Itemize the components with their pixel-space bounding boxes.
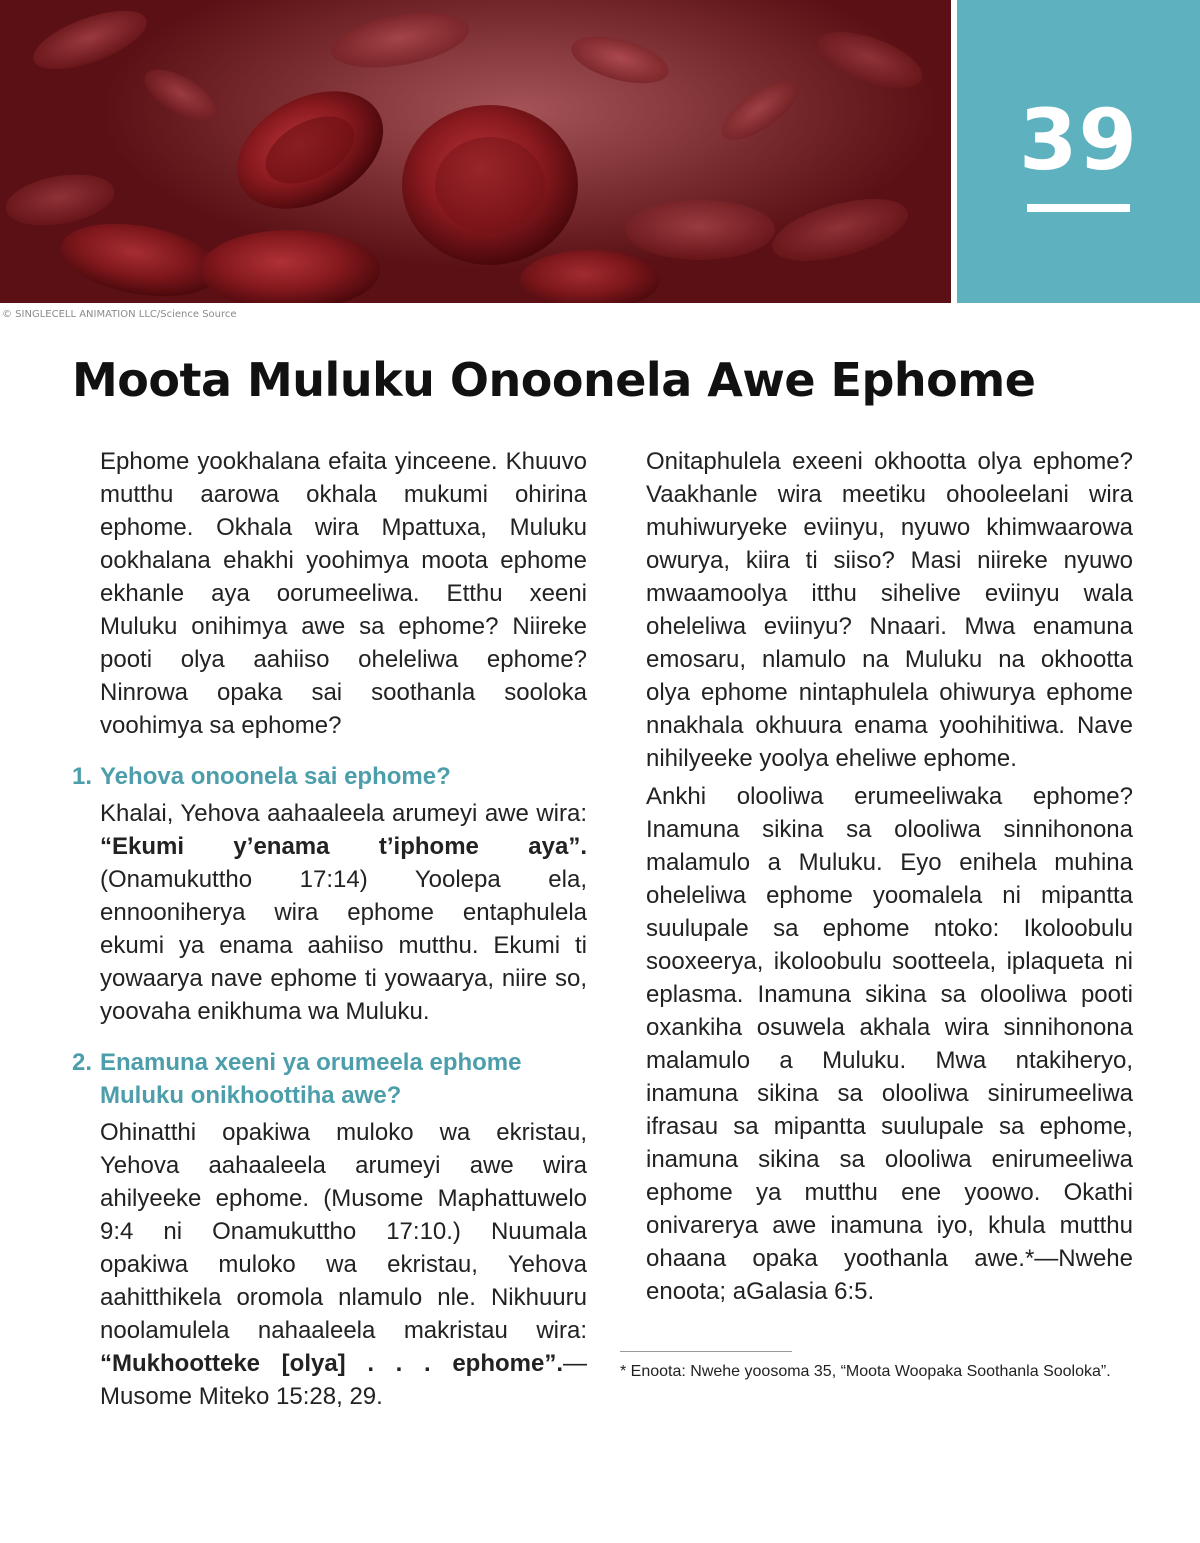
answer-2-paragraph — [100, 1116, 587, 1413]
answer-2-quote: “Mukhootteke [olya] . . . ephome”. — [100, 1350, 563, 1377]
lesson-badge — [957, 0, 1200, 303]
image-credit: © SINGLECELL ANIMATION LLC/Science Source — [2, 309, 237, 320]
right-paragraph-1: Onitaphulela exeeni okhootta olya ephome? Vaakhanle wira meetiku ohooleelani wira muhiwuryeke eviinyu, nyuwo khimwaarowa owurya, kiira ti siiso? Masi niireke nyuwo mwaamoolya itthu sihelive eviinyu wala oheleliwa eviinyu? Nnaari. Mwa enamuna emosaru, nlamulo na Muluku na okhootta olya ephome nintaphulela ohiwurya ephome nnakhala okhuura enama yoohihitiwa. Nave nihilyeeke yoolya eheliwe ephome. — [646, 448, 1133, 772]
header-image — [0, 0, 951, 303]
answer-1-paragraph — [100, 797, 587, 1028]
intro-paragraph: Ephome yookhalana efaita yinceene. Khuuvo mutthu aarowa okhala mukumi ohirina ephome. Okhala wira Mpattuxa, Muluku ookhalana ehakhi yoohimya moota ephome ekhanle aya oorumeeliwa. Etthu xeeni Muluku onihimya awe sa ephome? Niireke pooti olya aahiiso oheleliwa ephome? Ninrowa opaka sai soothanla sooloka voohimya sa ephome? — [100, 448, 587, 739]
footnote-divider — [620, 1351, 792, 1352]
answer-2-text-start: Ohinatthi opakiwa muloko wa ekristau, Yehova aahaaleela arumeyi awe wira ahilyeeke ephome. (Musome Maphattuwelo 9:4 ni Onamukuttho 17:10.) Nuumala opakiwa muloko wa ekristau, Yehova aahitthikela oromola nlamulo nle. Nikhuuru noolamulela nahaaleela makristau wira: — [100, 1119, 587, 1344]
question-2-number: 2. — [72, 1049, 93, 1076]
left-column — [72, 445, 587, 1413]
blood-cells-illustration — [0, 0, 951, 303]
question-1 — [72, 760, 587, 793]
lesson-number-underline — [1027, 204, 1130, 212]
question-2-text: Enamuna xeeni ya orumeela ephome Muluku onikhoottiha awe? — [100, 1049, 522, 1109]
footnote: * Enoota: Nwehe yoosoma 35, “Moota Woopaka Soothanla Sooloka”. — [620, 1363, 1111, 1380]
right-column — [646, 445, 1133, 1308]
answer-1-quote: “Ekumi y’enama t’iphome aya”. — [100, 833, 587, 860]
question-1-text: Yehova onoonela sai ephome? — [100, 763, 451, 790]
page-title: Moota Muluku Onoonela Awe Ephome — [72, 353, 1036, 407]
lesson-number: 39 — [1019, 91, 1138, 189]
question-2 — [72, 1046, 587, 1112]
question-1-number: 1. — [72, 763, 93, 790]
answer-2-text-end: —Musome Miteko 15:28, 29. — [100, 1350, 587, 1410]
answer-1-text-end: (Onamukuttho 17:14) Yoolepa ela, ennooniherya wira ephome entaphulela ekumi ya enama aahiiso mutthu. Ekumi ti yowaarya nave ephome ti yowaarya, niire so, yoovaha enikhuma wa Muluku. — [100, 866, 587, 1025]
right-paragraph-2: Ankhi olooliwa erumeeliwaka ephome? Inamuna sikina sa olooliwa sinnihonona malamulo a Muluku. Eyo enihela muhina oheleliwa ephome yoomalela ni mipantta suulupale sa ephome ntoko: Ikoloobulu sooxeerya, ikoloobulu sootteela, iplaqueta ni eplasma. Inamuna sikina sa olooliwa pooti oxankiha osuwela akhala wira sinnihonona malamulo a Muluku. Mwa ntakiheryo, inamuna sikina sa olooliwa sinirumeeliwa ifrasau sa mipantta suulupale sa ephome, inamuna sikina sa olooliwa enirumeeliwa ephome ya mutthu ene yoowo. Okathi onivarerya awe inamuna iyo, khula mutthu ohaana opaka yoothanla awe.*—Nwehe enoota; aGalasia 6:5. — [646, 783, 1133, 1305]
answer-1-text-start: Khalai, Yehova aahaaleela arumeyi awe wira: — [100, 800, 587, 827]
